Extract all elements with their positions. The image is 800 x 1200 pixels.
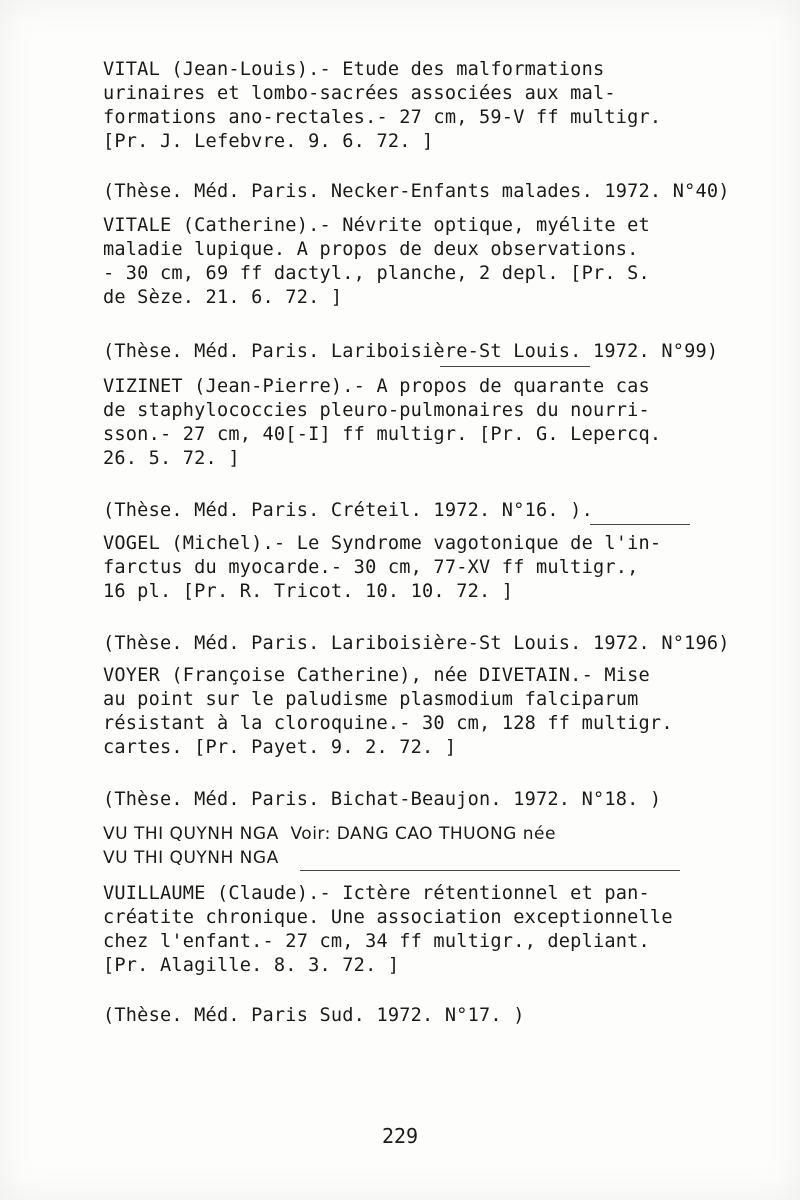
entry-vitale-line-1: VITALE (Catherine).- Névrite optique, myélite et xyxy=(103,215,650,236)
entry-vital-line-4: [Pr. J. Lefebvre. 9. 6. 72. ] xyxy=(103,131,434,152)
separator-rule xyxy=(440,366,590,367)
entry-vizinet-line-2: de staphylococcies pleuro-pulmonaires du nourri- xyxy=(103,400,650,421)
entry-voyer-thesis: (Thèse. Méd. Paris. Bichat-Beaujon. 1972. N°18. ) xyxy=(103,789,662,810)
entry-vitale-line-3: - 30 cm, 69 ff dactyl., planche, 2 depl. [Pr. S. xyxy=(103,263,650,284)
entry-vuillaume-line-1: VUILLAUME (Claude).- Ictère rétentionnel et pan- xyxy=(103,883,650,904)
entry-vital-line-3: formations ano-rectales.- 27 cm, 59-V ff multigr. xyxy=(103,107,662,128)
entry-vizinet-line-1: VIZINET (Jean-Pierre).- A propos de quarante cas xyxy=(103,376,650,397)
entry-vuillaume-line-3: chez l'enfant.- 27 cm, 34 ff multigr., depliant. xyxy=(103,931,650,952)
page-number: 229 xyxy=(381,1124,419,1148)
entry-vitale-thesis: (Thèse. Méd. Paris. Lariboisière-St Louis. 1972. N°99) xyxy=(103,341,719,362)
entry-voyer-line-1: VOYER (Françoise Catherine), née DIVETAIN.- Mise xyxy=(103,665,650,686)
entry-voyer-line-3: résistant à la cloroquine.- 30 cm, 128 ff multigr. xyxy=(103,713,673,734)
entry-voyer-line-2: au point sur le paludisme plasmodium falciparum xyxy=(103,689,639,710)
entry-vitale-line-2: maladie lupique. A propos de deux observations. xyxy=(103,239,639,260)
entry-vogel-line-2: farctus du myocarde.- 30 cm, 77-XV ff multigr., xyxy=(103,557,639,578)
entry-vogel-line-1: VOGEL (Michel).- Le Syndrome vagotonique de l'in- xyxy=(103,533,662,554)
entry-voyer-line-4: cartes. [Pr. Payet. 9. 2. 72. ] xyxy=(103,737,457,758)
entry-vizinet-line-3: sson.- 27 cm, 40[-I] ff multigr. [Pr. G. Lepercq. xyxy=(103,424,662,445)
entry-vizinet-line-4: 26. 5. 72. ] xyxy=(103,448,240,469)
entry-vital-line-2: urinaires et lombo-sacrées associées aux mal- xyxy=(103,83,616,104)
entry-vuillaume-thesis: (Thèse. Méd. Paris Sud. 1972. N°17. ) xyxy=(103,1005,525,1026)
entry-vitale-line-4: de Sèze. 21. 6. 72. ] xyxy=(103,287,343,308)
separator-rule xyxy=(300,870,680,871)
entry-vuillaume-line-2: créatite chronique. Une association exceptionnelle xyxy=(103,907,673,928)
cross-reference-line-1: VU THI QUYNH NGA Voir: DANG CAO THUONG née xyxy=(103,824,556,844)
entry-vuillaume-line-4: [Pr. Alagille. 8. 3. 72. ] xyxy=(103,955,400,976)
entry-vogel-line-3: 16 pl. [Pr. R. Tricot. 10. 10. 72. ] xyxy=(103,581,514,602)
entry-vital-line-1: VITAL (Jean-Louis).- Etude des malformations xyxy=(103,59,605,80)
cross-reference-line-2: VU THI QUYNH NGA xyxy=(103,848,279,868)
separator-rule xyxy=(590,524,690,525)
entry-vizinet-thesis: (Thèse. Méd. Paris. Créteil. 1972. N°16. ). xyxy=(103,500,593,521)
entry-vogel-thesis: (Thèse. Méd. Paris. Lariboisière-St Louis. 1972. N°196) xyxy=(103,633,730,654)
entry-vital-thesis: (Thèse. Méd. Paris. Necker-Enfants malades. 1972. N°40) xyxy=(103,181,730,202)
